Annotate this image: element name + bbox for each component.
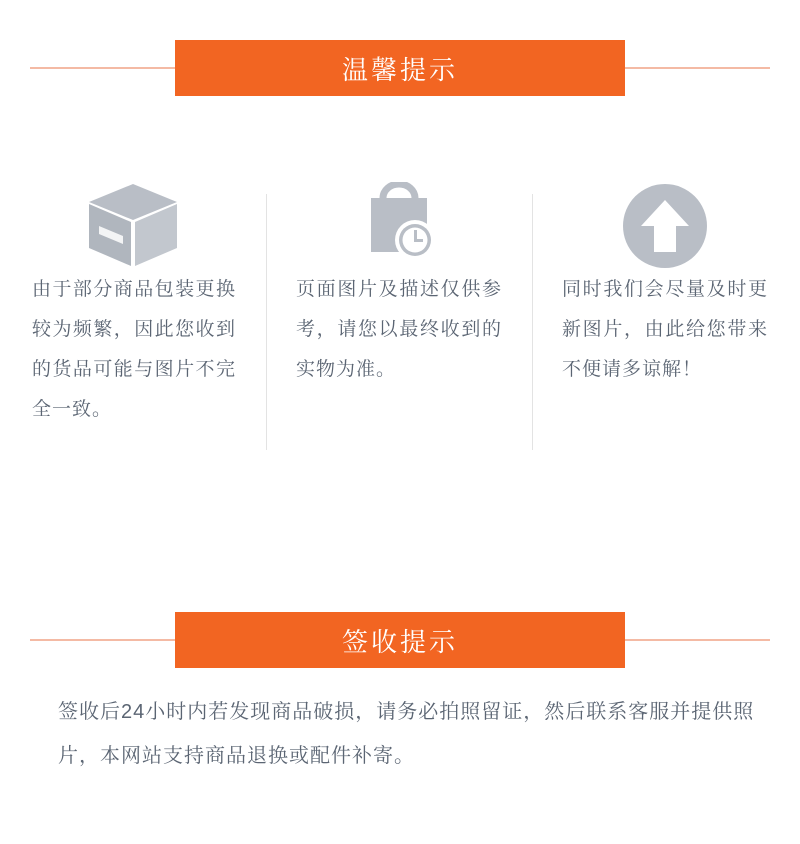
package-box-icon [28, 180, 238, 270]
info-column-updates-text: 同时我们会尽量及时更新图片，由此给您带来不便请多谅解！ [562, 279, 768, 380]
arrow-up-circle-icon [560, 180, 770, 270]
signature-banner-title: 签收提示 [341, 626, 458, 657]
tips-banner-tag [175, 40, 625, 96]
info-column-images-text: 页面图片及描述仅供参考，请您以最终收到的实物为准。 [296, 279, 502, 380]
tips-banner [0, 40, 800, 96]
info-column-updates [532, 180, 798, 430]
signature-banner [0, 612, 800, 668]
shopping-bag-clock-icon [294, 180, 504, 270]
signature-banner-tag [175, 612, 625, 668]
signature-note-text: 签收后24小时内若发现商品破损，请务必拍照留证，然后联系客服并提供照片，本网站支持商品退换或配件补寄。 [58, 701, 755, 767]
info-column-packaging-text: 由于部分商品包装更换较为频繁，因此您收到的货品可能与图片不完全一致。 [32, 279, 236, 420]
tips-banner-title: 温馨提示 [341, 54, 458, 85]
info-column-images [266, 180, 532, 430]
info-column-packaging [0, 180, 266, 430]
info-columns [0, 180, 800, 430]
